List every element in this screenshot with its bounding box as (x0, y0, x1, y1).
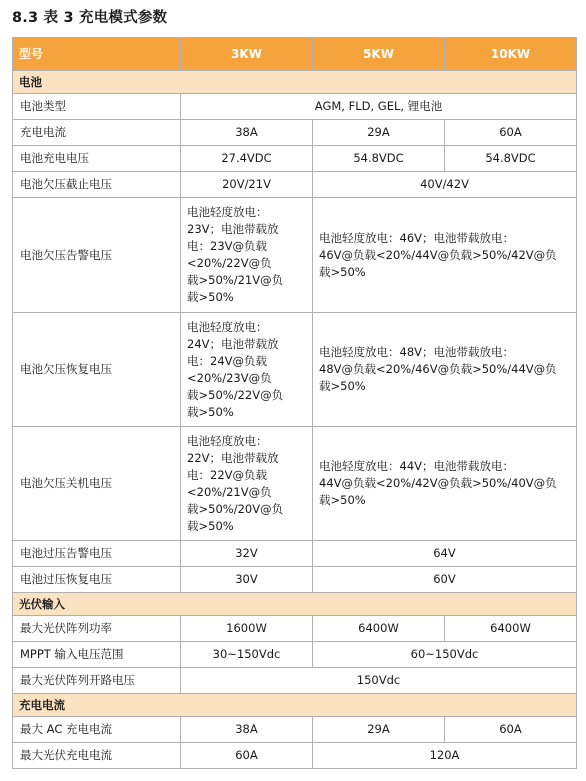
cell-5kw-10kw (313, 198, 577, 313)
cell-5kw-10kw: 60~150Vdc (313, 642, 577, 668)
row-label: 最大光伏充电电流 (13, 743, 181, 769)
cell-3kw: 27.4VDC (181, 146, 313, 172)
cell-line: 电池轻度放电：44V；电池带载放电： (319, 459, 514, 473)
header-row (13, 38, 577, 71)
cell-5kw-10kw: 40V/42V (313, 172, 577, 198)
cell-5kw-10kw (313, 313, 577, 427)
cell-line: 23V；电池带载放 (187, 222, 279, 236)
cell-3kw: 32V (181, 541, 313, 567)
cell-5kw-10kw (313, 427, 577, 541)
cell-line: 电：23V@负载 (187, 239, 267, 253)
row-label: 充电电流 (13, 120, 181, 146)
row-label: 电池过压告警电压 (13, 541, 181, 567)
row-label: 最大 AC 充电电流 (13, 717, 181, 743)
cell-line: 载>50%/21V@负 (187, 273, 284, 287)
cell-3kw: 30V (181, 567, 313, 593)
cell-line: 电池轻度放电：46V；电池带载放电： (319, 230, 514, 245)
table-title: 8.3 表 3 充电模式参数 (12, 10, 168, 26)
header-10kw: 10KW (445, 38, 577, 71)
table-row (13, 146, 577, 172)
cell-line: 46V@负载<20%/44V@负载>50%/42V@负 (319, 247, 557, 262)
cell-3kw: 30~150Vdc (181, 642, 313, 668)
table-row (13, 541, 577, 567)
cell-line: 载>50% (319, 264, 366, 279)
cell-3kw: 60A (181, 743, 313, 769)
cell-10kw: 60A (445, 717, 577, 743)
section-row-charge (13, 694, 577, 717)
cell-line: <20%/21V@负 (187, 484, 272, 499)
cell-line: <20%/23V@负 (187, 370, 272, 385)
cell-10kw: 54.8VDC (445, 146, 577, 172)
cell-line: 载>50% (319, 493, 366, 507)
cell-line: 44V@负载<20%/42V@负载>50%/40V@负 (319, 476, 557, 490)
row-label: 最大光伏阵列功率 (13, 616, 181, 642)
table-row (13, 616, 577, 642)
cell-5kw: 6400W (313, 616, 445, 642)
charge-mode-table (12, 37, 577, 769)
cell-line: 载>50%/20V@负 (187, 501, 284, 516)
header-3kw: 3KW (181, 38, 313, 71)
row-label: 电池类型 (13, 94, 181, 120)
cell-line: 电：24V@负载 (187, 353, 267, 368)
cell-3kw: 38A (181, 120, 313, 146)
header-model: 型号 (13, 38, 181, 71)
cell-line: 22V；电池带载放 (187, 450, 279, 465)
cell-value: 150Vdc (181, 668, 577, 694)
cell-5kw: 29A (313, 717, 445, 743)
cell-line: 载>50%/22V@负 (187, 387, 284, 402)
cell-line: 载>50% (319, 379, 366, 393)
table-row (13, 172, 577, 198)
cell-line: 48V@负载<20%/46V@负载>50%/44V@负 (319, 362, 557, 376)
table-row (13, 198, 577, 313)
row-label: 电池欠压恢复电压 (13, 313, 181, 427)
cell-5kw: 29A (313, 120, 445, 146)
cell-5kw-10kw: 64V (313, 541, 577, 567)
row-label: 电池充电电压 (13, 146, 181, 172)
table-row (13, 567, 577, 593)
table-row (13, 717, 577, 743)
section-row-pv (13, 593, 577, 616)
section-pv: 光伏输入 (13, 593, 577, 616)
cell-3kw: 38A (181, 717, 313, 743)
row-label: 电池欠压关机电压 (13, 427, 181, 541)
table-row (13, 313, 577, 427)
cell-3kw (181, 313, 313, 427)
cell-3kw: 1600W (181, 616, 313, 642)
cell-3kw (181, 427, 313, 541)
cell-line: 电池轻度放电：48V；电池带载放电： (319, 345, 514, 359)
cell-5kw: 54.8VDC (313, 146, 445, 172)
cell-line: 电池轻度放电： (187, 319, 268, 334)
table-row (13, 743, 577, 769)
row-label: 电池欠压截止电压 (13, 172, 181, 198)
row-label: 电池欠压告警电压 (13, 198, 181, 313)
row-label: 最大光伏阵列开路电压 (13, 668, 181, 694)
cell-line: 载>50% (187, 518, 234, 533)
cell-line: 载>50% (187, 404, 234, 419)
cell-line: <20%/22V@负 (187, 256, 272, 270)
cell-5kw-10kw: 60V (313, 567, 577, 593)
row-label: MPPT 输入电压范围 (13, 642, 181, 668)
cell-line: 载>50% (187, 290, 234, 304)
table-row (13, 668, 577, 694)
cell-5kw-10kw: 120A (313, 743, 577, 769)
cell-line: 电池轻度放电： (187, 205, 268, 219)
cell-line: 24V；电池带载放 (187, 336, 279, 351)
cell-value: AGM, FLD, GEL, 锂电池 (181, 94, 577, 120)
table-row (13, 642, 577, 668)
table-row (13, 94, 577, 120)
section-charge: 充电电流 (13, 694, 577, 717)
cell-3kw: 20V/21V (181, 172, 313, 198)
section-battery: 电池 (13, 71, 577, 94)
section-row-battery (13, 71, 577, 94)
table-row (13, 120, 577, 146)
cell-line: 电：22V@负载 (187, 467, 267, 482)
row-label: 电池过压恢复电压 (13, 567, 181, 593)
cell-3kw (181, 198, 313, 313)
table-row (13, 427, 577, 541)
cell-10kw: 6400W (445, 616, 577, 642)
cell-10kw: 60A (445, 120, 577, 146)
cell-line: 电池轻度放电： (187, 433, 268, 448)
header-5kw: 5KW (313, 38, 445, 71)
